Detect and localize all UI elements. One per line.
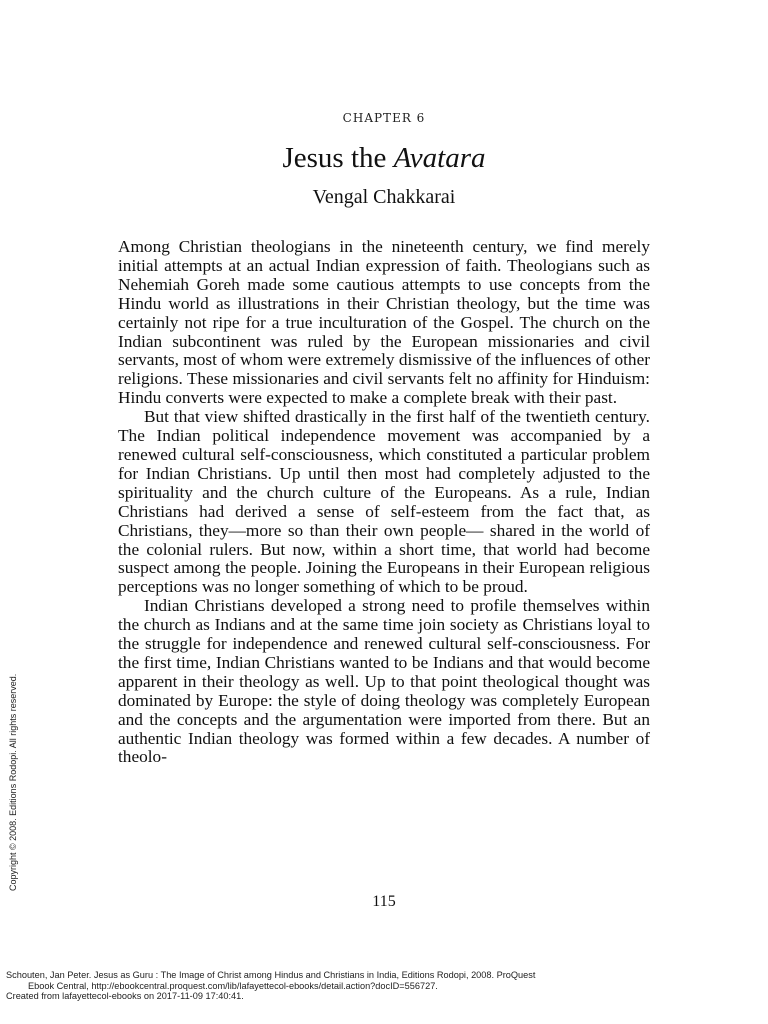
footer-line-3: Created from lafayettecol-ebooks on 2017-11-09 17:40:41. [6,991,244,1001]
chapter-label: CHAPTER 6 [342,111,426,125]
footer-line-1: Schouten, Jan Peter. Jesus as Guru : The Image of Christ among Hindus and Christians in India, Editions Rodopi, 2008. ProQuest [6,970,536,980]
body-text [118,238,650,767]
paragraph-1: Among Christian theologians in the nineteenth century, we find merely initial attempts at an actual Indian expression of faith. Theologians such as Nehemiah Goreh made some cautious attempts to use concepts from the Hindu world as illustrations in their Christian theology, but the time was certainly not ripe for a true inculturation of the Gospel. The church on the Indian subcontinent was ruled by the European missionaries and civil servants, most of whom were extremely dismissive of the influences of other religions. These missionaries and civil servants felt no affinity for Hinduism: Hindu converts were expected to make a complete break with their past. [118,237,650,408]
chapter-title-plain: Jesus the [282,142,394,174]
paragraph-2: But that view shifted drastically in the first half of the twentieth century. The Indian political independence movement was accompanied by a renewed cultural self-consciousness, which constituted a particular problem for Indian Christians. Up until then most had completely adjusted to the spirituality and the church culture of the Europeans. As a rule, Indian Christians had derived a sense of self-esteem from the fact that, as Christians, they—more so than their own people— shared in the world of the colonial rulers. But now, within a short time, that world had become suspect among the people. Joining the Europeans in their European religious perceptions was no longer something of which to be proud. [118,407,650,597]
chapter-title [0,142,768,175]
footer-line-2: Ebook Central, http://ebookcentral.proquest.com/lib/lafayettecol-ebooks/detail.action?docID=556727. [28,980,438,991]
chapter-author: Vengal Chakkarai [312,186,456,208]
page-number: 115 [372,893,396,910]
side-copyright-notice: Copyright © 2008. Editions Rodopi. All rights reserved. [8,673,18,891]
paragraph-3: Indian Christians developed a strong need to profile themselves within the church as Indians and at the same time join society as Christians loyal to the struggle for independence and renewed cultural self-consciousness. For the first time, Indian Christians wanted to be Indians and that would become apparent in their theology as well. Up to that point theological thought was dominated by Europe: the style of doing theology was completely European and the concepts and the argumentation were imported from there. But an authentic Indian theology was formed within a few decades. A number of theolo- [118,596,650,767]
chapter-title-italic: Avatara [393,142,486,174]
citation-footer [6,970,758,1002]
